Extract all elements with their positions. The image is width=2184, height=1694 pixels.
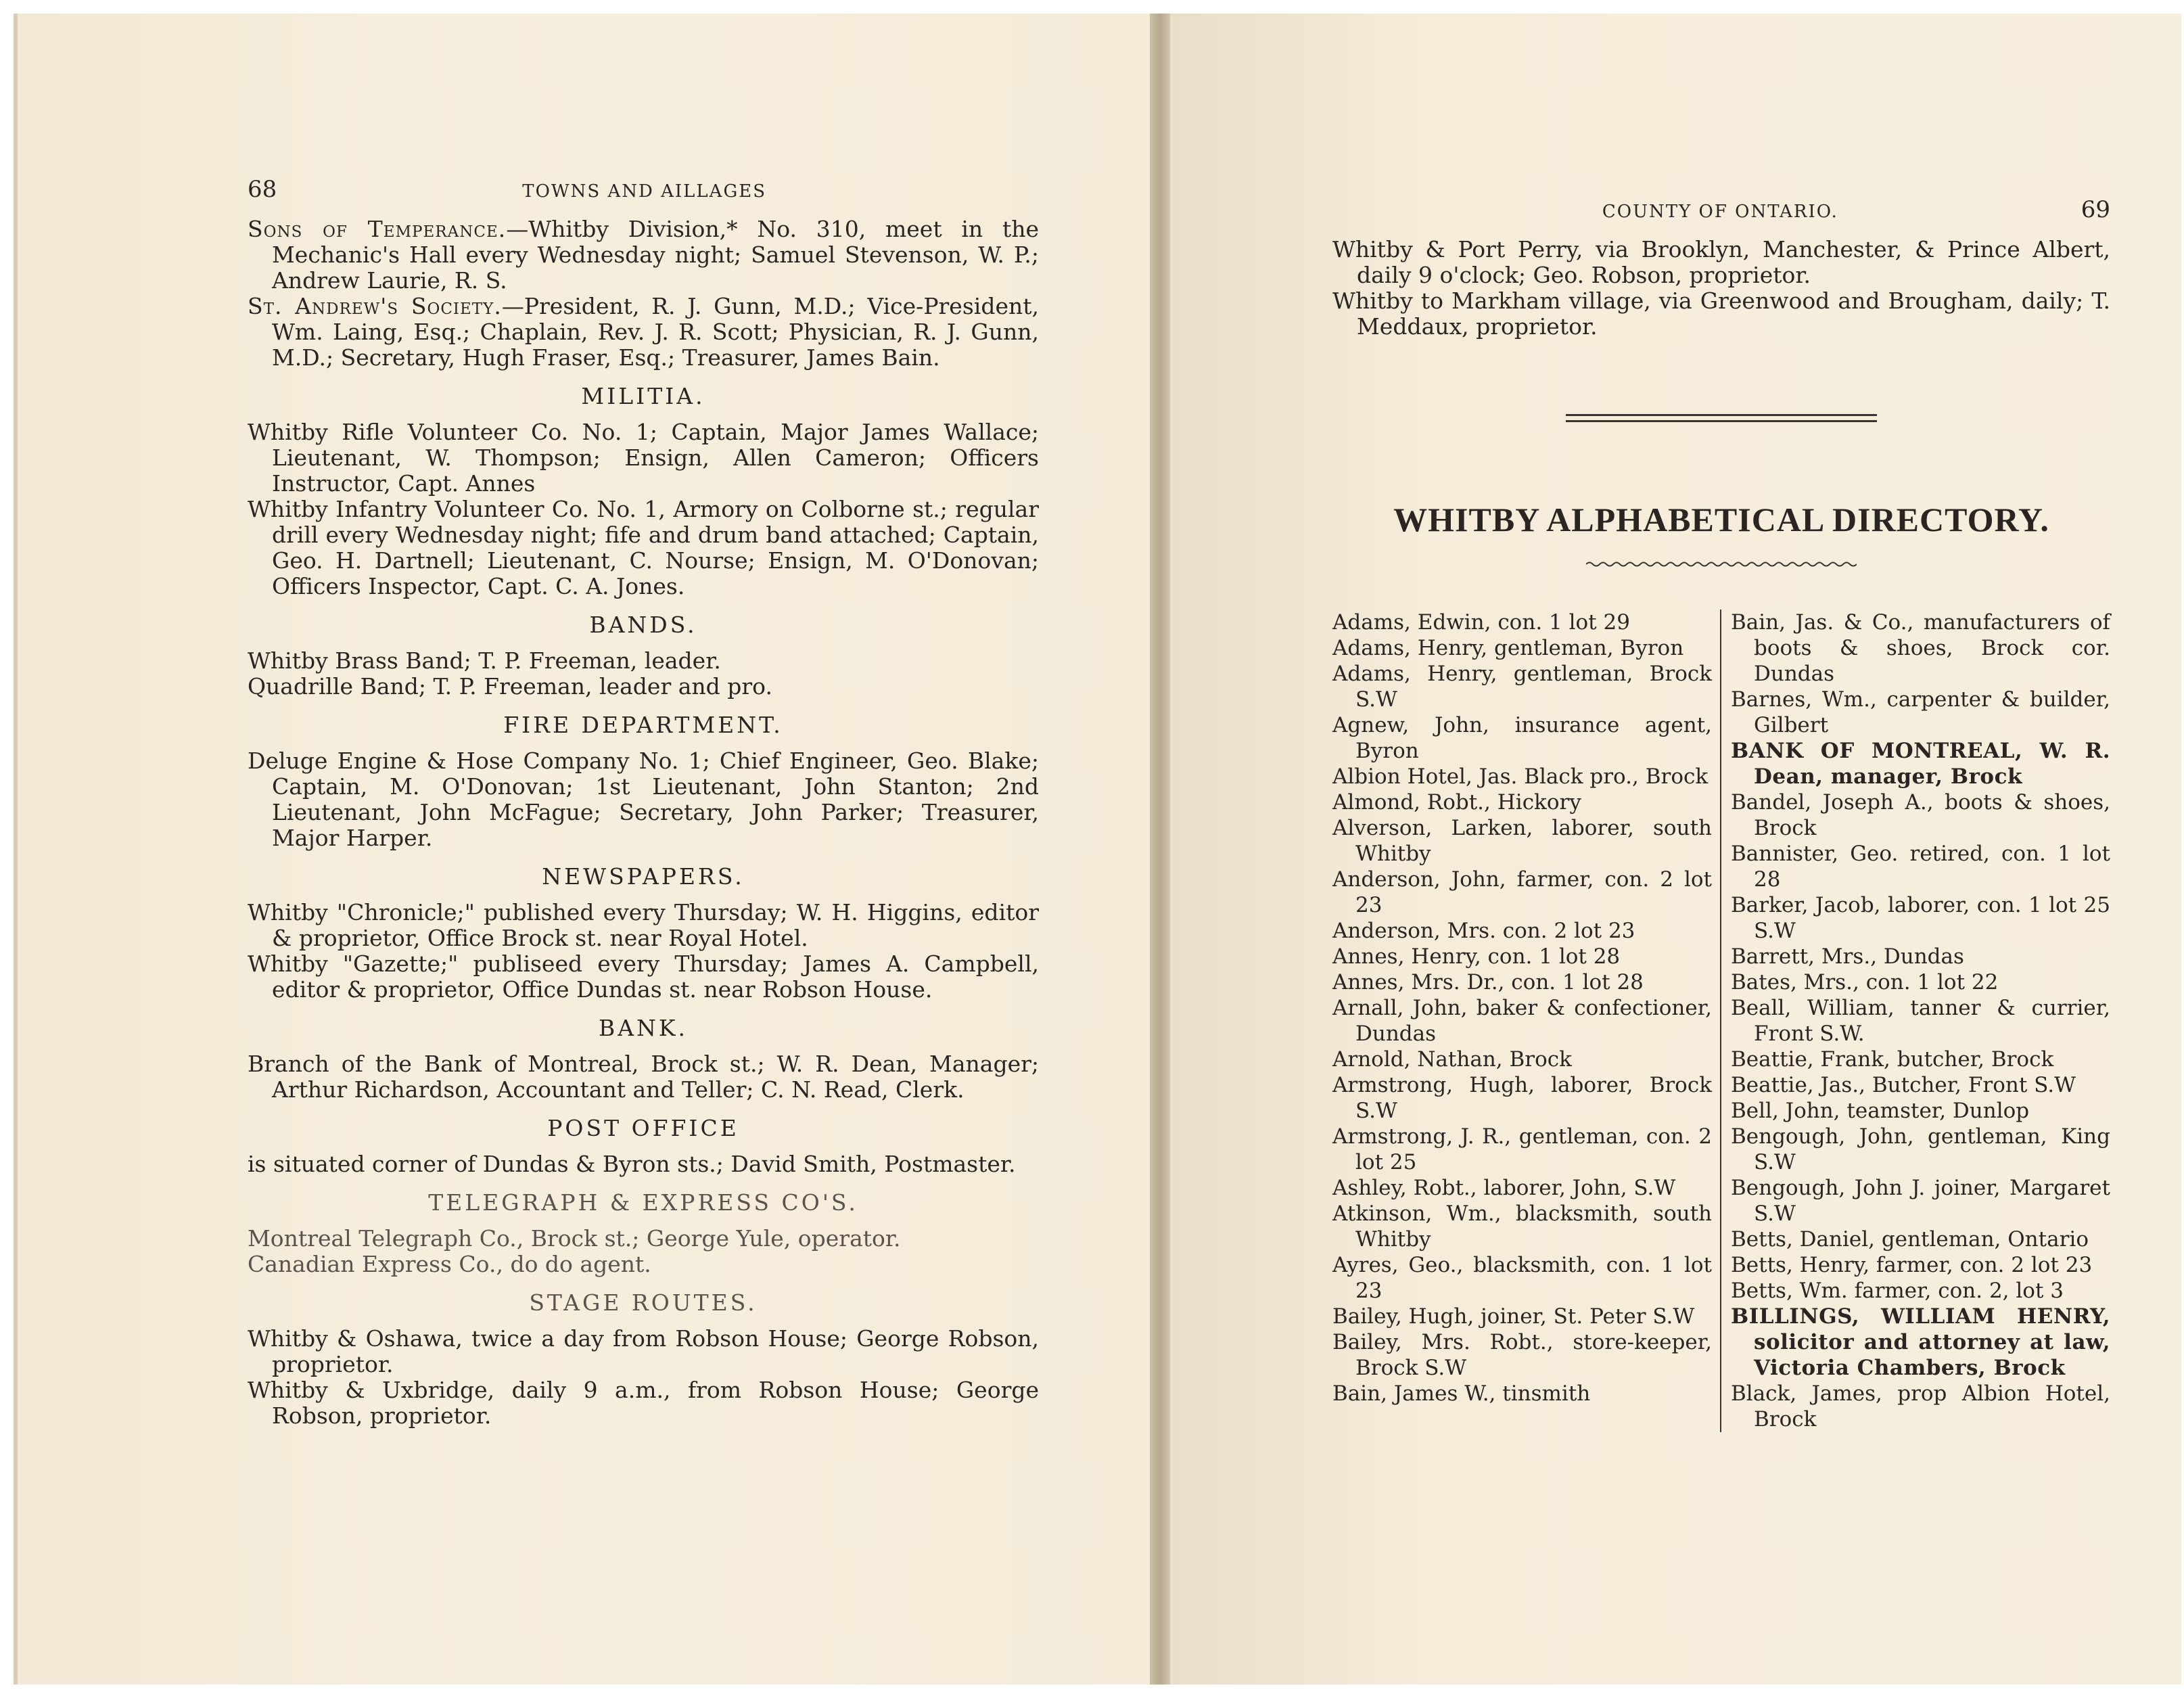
directory-entry: Bain, James W., tinsmith	[1332, 1381, 1591, 1406]
left-running-head	[248, 176, 1039, 203]
fire-entry: Deluge Engine & Hose Company No. 1; Chief Engineer, Geo. Blake; Captain, M. O'Donovan; 1st Lieutenant, John Stanton; 2nd Lieutenant, John McFague; Secretary, John Parker; Treasurer, Major Harper.	[248, 748, 1039, 851]
directory-entry: Almond, Robt., Hickory	[1332, 790, 1581, 815]
right-page-content	[1332, 196, 2110, 1432]
newspaper-entry: Whitby "Gazette;" publiseed every Thursday; James A. Campbell, editor & proprietor, Office Dundas st. near Robson House.	[248, 951, 1039, 1003]
directory-entry: Arnall, John, baker & confectioner, Dundas	[1332, 996, 1712, 1046]
directory-entry: Barker, Jacob, laborer, con. 1 lot 25 S.W	[1731, 893, 2110, 943]
telegraph-entry: Montreal Telegraph Co., Brock st.; George Yule, operator.	[248, 1225, 901, 1252]
directory-entry: Beattie, Frank, butcher, Brock	[1731, 1047, 2054, 1072]
directory-entry: Bates, Mrs., con. 1 lot 22	[1731, 970, 1999, 994]
directory-entry: Anderson, Mrs. con. 2 lot 23	[1332, 919, 1635, 943]
militia-entry: Whitby Rifle Volunteer Co. No. 1; Captain, Major James Wallace; Lieutenant, W. Thompson; Ensign, Allen Cameron; Officers Instructor, Capt. Annes	[248, 419, 1039, 497]
newspaper-entry: Whitby "Chronicle;" published every Thursday; W. H. Higgins, editor & proprietor, Office Brock st. near Royal Hotel.	[248, 899, 1039, 951]
stage-entry: Whitby & Port Perry, via Brooklyn, Manchester, & Prince Albert, daily 9 o'clock; Geo. Robson, proprietor.	[1332, 236, 2110, 288]
directory-entry: Atkinson, Wm., blacksmith, south Whitby	[1332, 1201, 1712, 1252]
directory-entry: BILLINGS, WILLIAM HENRY, solicitor and attorney at law, Victoria Chambers, Brock	[1731, 1304, 2110, 1380]
directory-entry: Betts, Wm. farmer, con. 2, lot 3	[1731, 1279, 2064, 1303]
directory-entry: Barnes, Wm., carpenter & builder, Gilbert	[1731, 687, 2110, 737]
bank-entry: Branch of the Bank of Montreal, Brock st.; W. R. Dean, Manager; Arthur Richardson, Accountant and Teller; C. N. Read, Clerk.	[248, 1051, 1039, 1103]
double-rule-divider	[1566, 414, 1877, 422]
intro-lead: Sons of Temperance.	[248, 216, 507, 242]
section-title-stage: STAGE ROUTES.	[529, 1289, 758, 1316]
directory-entry: Bengough, John, gentleman, King S.W	[1731, 1124, 2110, 1174]
section-title-newspapers: NEWSPAPERS.	[542, 863, 745, 890]
section-title-militia: MILITIA.	[581, 383, 705, 409]
stage-entry: Whitby & Uxbridge, daily 9 a.m., from Robson House; George Robson, proprietor.	[248, 1377, 1039, 1429]
right-page	[1170, 14, 2181, 1685]
directory-entry: Beattie, Jas., Butcher, Front S.W	[1731, 1073, 2076, 1097]
telegraph-entry: Canadian Express Co., do do agent.	[248, 1251, 651, 1277]
directory-entry: Barrett, Mrs., Dundas	[1731, 944, 1964, 969]
directory-entry: Ashley, Robt., laborer, John, S.W	[1332, 1176, 1676, 1200]
directory-entry: Anderson, John, farmer, con. 2 lot 23	[1332, 867, 1712, 917]
directory-entry: Annes, Mrs. Dr., con. 1 lot 28	[1332, 970, 1644, 994]
directory-entry: Arnold, Nathan, Brock	[1332, 1047, 1572, 1072]
directory-entry: Beall, William, tanner & currier, Front S.W.	[1731, 996, 2110, 1046]
section-title-telegraph: TELEGRAPH & EXPRESS CO'S.	[428, 1189, 858, 1216]
directory-entry: Annes, Henry, con. 1 lot 28	[1332, 944, 1621, 969]
directory-entry: Armstrong, J. R., gentleman, con. 2 lot 25	[1332, 1124, 1712, 1174]
bands-entry: Quadrille Band; T. P. Freeman, leader and pro.	[248, 673, 772, 700]
directory-column-left	[1332, 610, 1721, 1432]
militia-entry: Whitby Infantry Volunteer Co. No. 1, Armory on Colborne st.; regular drill every Wednesday night; fife and drum band attached; Captain, Geo. H. Dartnell; Lieutenant, C. Nourse; Ensign, M. O'Donovan; Officers Inspector, Capt. C. A. Jones.	[248, 496, 1039, 599]
directory-entry: Betts, Daniel, gentleman, Ontario	[1731, 1227, 2089, 1252]
intro-paragraph	[248, 294, 1039, 371]
directory-entry: Bailey, Mrs. Robt., store-keeper, Brock S.W	[1332, 1330, 1712, 1380]
directory-entry: Adams, Edwin, con. 1 lot 29	[1332, 610, 1630, 635]
directory-columns	[1332, 610, 2110, 1432]
bands-entry: Whitby Brass Band; T. P. Freeman, leader.	[248, 647, 721, 674]
directory-entry: Betts, Henry, farmer, con. 2 lot 23	[1731, 1253, 2093, 1277]
post-office-entry: is situated corner of Dundas & Byron sts.; David Smith, Postmaster.	[248, 1151, 1016, 1177]
intro-paragraph	[248, 216, 1039, 294]
directory-title: WHITBY ALPHABETICAL DIRECTORY.	[1393, 501, 2049, 539]
stage-entry: Whitby to Markham village, via Greenwood and Brougham, daily; T. Meddaux, proprietor.	[1332, 288, 2110, 340]
section-title-bands: BANDS.	[589, 612, 697, 638]
right-running-title: COUNTY OF ONTARIO.	[1602, 202, 1838, 222]
left-page-number: 68	[248, 176, 277, 203]
right-page-number: 69	[2081, 196, 2110, 223]
intro-lead: St. Andrew's Society.	[248, 293, 502, 319]
directory-entry: Black, James, prop Albion Hotel, Brock	[1731, 1381, 2110, 1432]
right-running-head	[1332, 196, 2110, 223]
directory-entry: Bengough, John J. joiner, Margaret S.W	[1731, 1176, 2110, 1226]
left-page-content	[248, 176, 1039, 1429]
directory-entry: Albion Hotel, Jas. Black pro., Brock	[1332, 764, 1709, 789]
directory-entry: Bannister, Geo. retired, con. 1 lot 28	[1731, 842, 2110, 892]
left-running-title: TOWNS AND AILLAGES	[522, 181, 767, 202]
stage-entry: Whitby & Oshawa, twice a day from Robson House; George Robson, proprietor.	[248, 1325, 1039, 1377]
directory-entry: Bailey, Hugh, joiner, St. Peter S.W	[1332, 1304, 1695, 1329]
directory-entry: Bain, Jas. & Co., manufacturers of boots & shoes, Brock cor. Dundas	[1731, 610, 2110, 686]
directory-entry: Bandel, Joseph A., boots & shoes, Brock	[1731, 790, 2110, 840]
section-title-fire: FIRE DEPARTMENT.	[503, 712, 783, 738]
directory-entry: Armstrong, Hugh, laborer, Brock S.W	[1332, 1073, 1712, 1123]
book-gutter	[1150, 14, 1170, 1685]
directory-entry: Ayres, Geo., blacksmith, con. 1 lot 23	[1332, 1253, 1712, 1303]
directory-entry: Adams, Henry, gentleman, Byron	[1332, 636, 1684, 660]
directory-entry: Agnew, John, insurance agent, Byron	[1332, 713, 1712, 763]
section-title-post-office: POST OFFICE	[547, 1115, 739, 1141]
section-title-bank: BANK.	[598, 1015, 689, 1041]
directory-entry: BANK OF MONTREAL, W. R. Dean, manager, Brock	[1731, 739, 2110, 789]
intro-text: —President, R. J. Gunn, M.D.; Vice-President, Wm. Laing, Esq.; Chaplain, Rev. J. R. Scott; Physician, R. J. Gunn, M.D.; Secretary, Hugh Fraser, Esq.; Treasurer, James Bain.	[272, 293, 1039, 371]
directory-entry: Alverson, Larken, laborer, south Whitby	[1332, 816, 1712, 866]
wavy-ornament	[1586, 559, 1857, 569]
intro-text: —Whitby Division,* No. 310, meet in the Mechanic's Hall every Wednesday night; Samuel Stevenson, W. P.; Andrew Laurie, R. S.	[272, 216, 1039, 294]
directory-entry: Adams, Henry, gentleman, Brock S.W	[1332, 662, 1712, 712]
directory-entry: Bell, John, teamster, Dunlop	[1731, 1099, 2030, 1123]
directory-column-right	[1721, 610, 2110, 1432]
left-page	[14, 14, 1150, 1685]
